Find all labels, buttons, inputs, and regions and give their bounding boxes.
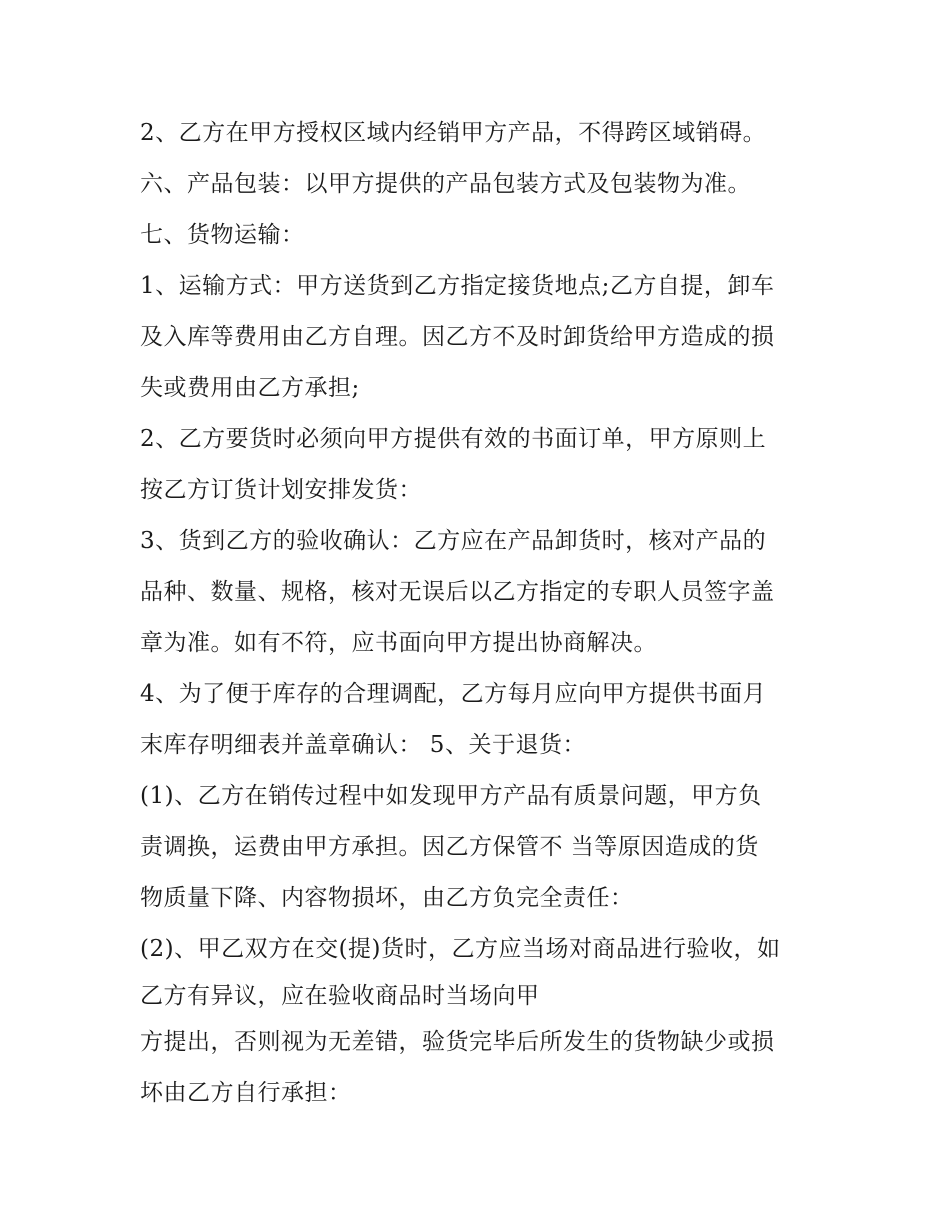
text-line: 乙方有异议，应在验收商品时当场向甲: [140, 983, 540, 1009]
text-line: (1)、乙方在销传过程中如发现甲方产品有质景问题，甲方负: [140, 783, 762, 809]
text-line: 及入库等费用由乙方自理。因乙方不及时卸货给甲方造成的损: [140, 324, 775, 350]
text-line: 物质量下降、内容物损坏，由乙方负完全责任：: [140, 885, 634, 911]
text-line: 按乙方订货计划安排发货：: [140, 477, 422, 503]
text-line: 方提出，否则视为无差错，验货完毕后所发生的货物缺少或损: [140, 1029, 775, 1055]
text-line: 坏由乙方自行承担：: [140, 1080, 352, 1106]
text-line: (2)、甲乙双方在交(提)货时，乙方应当场对商品进行验收，如: [140, 936, 781, 962]
text-line: 3、货到乙方的验收确认：乙方应在产品卸货时，核对产品的: [140, 528, 767, 554]
text-line: 末库存明细表并盖章确认： 5、关于退货：: [140, 732, 586, 758]
text-line: 2、乙方要货时必须向甲方提供有效的书面订单，甲方原则上: [140, 426, 767, 452]
document-body: [140, 108, 830, 1119]
text-line: 2、乙方在甲方授权区域内经销甲方产品，不得跨区域销碍。: [140, 120, 767, 146]
text-line: 责调换，运费由甲方承担。因乙方保管不 当等原因造成的货: [140, 834, 759, 860]
text-line: 1、运输方式：甲方送货到乙方指定接货地点;乙方自提，卸车: [140, 273, 775, 299]
text-line: 4、为了便于库存的合理调配，乙方每月应向甲方提供书面月: [140, 681, 767, 707]
text-line: 失或费用由乙方承担;: [140, 375, 360, 401]
text-line: 章为准。如有不符，应书面向甲方提出协商解决。: [140, 630, 657, 656]
text-line: 六、产品包装：以甲方提供的产品包装方式及包装物为准。: [140, 171, 751, 197]
text-line: 品种、数量、规格，核对无误后以乙方指定的专职人员签字盖: [140, 579, 775, 605]
text-line: 七、货物运输：: [140, 222, 305, 248]
